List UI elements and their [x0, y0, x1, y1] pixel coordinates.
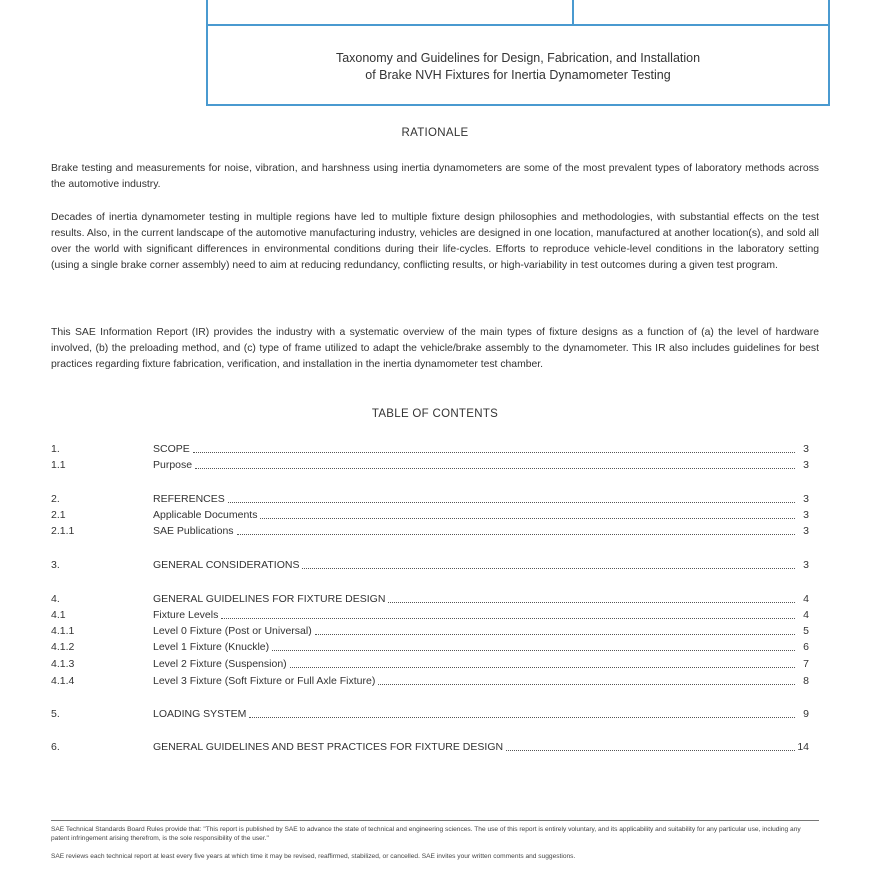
document-title: [208, 50, 828, 84]
toc-entry[interactable]: [51, 739, 809, 755]
toc-entry-page: 7: [803, 658, 809, 670]
toc-leader-dots: [260, 507, 795, 519]
toc-entry-number: 4.1.3: [51, 658, 75, 670]
toc-entry-page: 8: [803, 675, 809, 687]
toc-entry-page: 3: [803, 525, 809, 537]
toc-entry-title: GENERAL GUIDELINES FOR FIXTURE DESIGN: [153, 593, 386, 605]
toc-entry[interactable]: [51, 706, 809, 722]
toc-entry[interactable]: [51, 673, 809, 689]
toc-leader-dots: [195, 457, 795, 469]
toc-entry-page: 3: [803, 509, 809, 521]
toc-leader-dots: [506, 739, 795, 751]
rationale-heading: RATIONALE: [401, 127, 469, 139]
toc-leader-dots: [237, 523, 795, 535]
toc-entry-number: 2.: [51, 493, 60, 505]
toc-leader-dots: [315, 623, 795, 635]
toc-leader-dots: [388, 591, 795, 603]
toc-entry-number: 5.: [51, 708, 60, 720]
toc-entry-title: Level 0 Fixture (Post or Universal): [153, 625, 312, 637]
toc-entry-number: 4.: [51, 593, 60, 605]
toc-entry-number: 4.1.4: [51, 675, 75, 687]
toc-entry-number: 3.: [51, 559, 60, 571]
toc-entry-number: 4.1: [51, 609, 66, 621]
toc-entry[interactable]: [51, 656, 809, 672]
toc-entry-title: Level 2 Fixture (Suspension): [153, 658, 287, 670]
toc-entry-page: 3: [803, 443, 809, 455]
toc-leader-dots: [193, 441, 795, 453]
toc-entry-page: 3: [803, 559, 809, 571]
toc-entry-page: 14: [797, 741, 809, 753]
toc-entry-page: 6: [803, 641, 809, 653]
toc-entry-number: 6.: [51, 741, 60, 753]
toc-leader-dots: [221, 607, 795, 619]
toc-entry-number: 2.1: [51, 509, 66, 521]
toc-entry-title: REFERENCES: [153, 493, 225, 505]
document-header-box: [206, 0, 830, 106]
toc-leader-dots: [378, 673, 795, 685]
toc-heading: TABLE OF CONTENTS: [371, 408, 499, 420]
toc-entry-page: 3: [803, 459, 809, 471]
toc-entry[interactable]: [51, 507, 809, 523]
toc-entry[interactable]: [51, 523, 809, 539]
toc-entry[interactable]: [51, 607, 809, 623]
toc-entry-page: 4: [803, 593, 809, 605]
toc-entry-number: 1.: [51, 443, 60, 455]
header-cell-left: [208, 0, 574, 26]
toc-entry[interactable]: [51, 457, 809, 473]
toc-entry[interactable]: [51, 491, 809, 507]
toc-leader-dots: [290, 656, 795, 668]
document-title-line2: of Brake NVH Fixtures for Inertia Dynamometer Testing: [365, 68, 671, 82]
toc-leader-dots: [302, 557, 795, 569]
toc-leader-dots: [272, 639, 795, 651]
toc-entry-number: 2.1.1: [51, 525, 75, 537]
toc-entry-title: Applicable Documents: [153, 509, 258, 521]
footer-divider: [51, 820, 819, 821]
toc-entry-title: Level 1 Fixture (Knuckle): [153, 641, 270, 653]
toc-leader-dots: [249, 706, 795, 718]
toc-entry-title: Level 3 Fixture (Soft Fixture or Full Axle Fixture): [153, 675, 376, 687]
toc-entry-number: 1.1: [51, 459, 66, 471]
toc-entry-number: 4.1.1: [51, 625, 75, 637]
toc-entry[interactable]: [51, 557, 809, 573]
toc-entry-title: LOADING SYSTEM: [153, 708, 247, 720]
toc-entry-title: Purpose: [153, 459, 193, 471]
footer-review-notice: SAE reviews each technical report at least every five years at which time it may be revised, reaffirmed, stabilized, or cancelled. SAE invites your written comments and suggestions.: [51, 853, 576, 860]
footer-notice: SAE Technical Standards Board Rules provide that: "This report is published by SAE to advance the state of technical and engineering sciences. The use of this report is entirely voluntary, and its applicability and suitability for any particular use, including any patent infringement arising therefrom, is the sole responsibility of the user.": [51, 826, 801, 842]
toc-entry[interactable]: [51, 639, 809, 655]
toc-entry-title: SAE Publications: [153, 525, 234, 537]
toc-entry-number: 4.1.2: [51, 641, 75, 653]
toc-entry[interactable]: [51, 591, 809, 607]
toc-entry-page: 3: [803, 493, 809, 505]
toc-entry-title: SCOPE: [153, 443, 190, 455]
rationale-paragraph-1: Brake testing and measurements for noise, vibration, and harshness using inertia dynamometers are some of the most prevalent types of laboratory methods across the automotive industry.: [51, 163, 819, 190]
document-title-line1: Taxonomy and Guidelines for Design, Fabrication, and Installation: [335, 51, 701, 65]
toc-entry-title: Fixture Levels: [153, 609, 219, 621]
toc-entry[interactable]: [51, 441, 809, 457]
toc-entry-page: 4: [803, 609, 809, 621]
toc-leader-dots: [228, 491, 795, 503]
header-cell-right: [574, 0, 828, 26]
rationale-paragraph-3: This SAE Information Report (IR) provides the industry with a systematic overview of the main types of fixture designs as a function of (a) the level of hardware involved, (b) the preloading method, and (c) type of frame utilized to adapt the vehicle/brake assembly to the dynamometer. This IR also includes guidelines for best practices regarding fixture fabrication, verification, and installation in the inertia dynamometer test chamber.: [51, 327, 819, 370]
rationale-paragraph-2: Decades of inertia dynamometer testing in multiple regions have led to multiple fixture design philosophies and methodologies, with substantial effects on the test results. Also, in the current landscape of the automotive manufacturing industry, vehicles are designed in one location, manufactured at another location(s), and sold all over the world with significant differences in environmental conditions during their life-cycles. Efforts to reproduce vehicle-level conditions in the laboratory setting (using a single brake corner assembly) need to aim at reducing redundancy, conflicting results, or high-variability in test outcomes during a given test program.: [51, 212, 819, 271]
toc-entry-page: 9: [803, 708, 809, 720]
toc-entry-page: 5: [803, 625, 809, 637]
toc-entry[interactable]: [51, 623, 809, 639]
toc-entry-title: GENERAL CONSIDERATIONS: [153, 559, 300, 571]
toc-entry-title: GENERAL GUIDELINES AND BEST PRACTICES FOR FIXTURE DESIGN: [153, 741, 504, 753]
